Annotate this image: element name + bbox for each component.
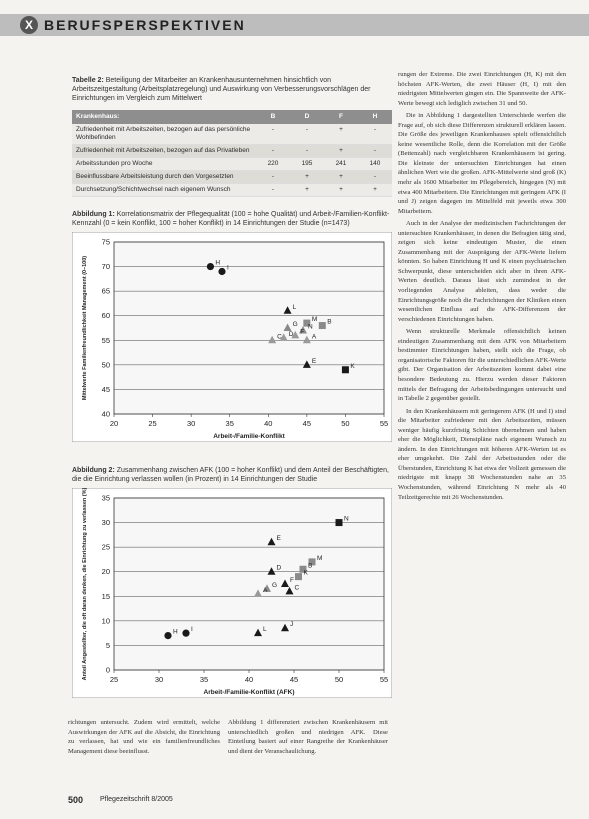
- data-label: I: [191, 626, 193, 634]
- data-point: [207, 263, 214, 270]
- data-label: C: [277, 333, 282, 341]
- table-cell: -: [256, 184, 290, 197]
- data-label: M: [311, 316, 318, 324]
- data-label: E: [276, 535, 281, 543]
- y-tick-label: 0: [105, 665, 110, 675]
- table-row: [72, 184, 392, 197]
- x-tick-label: 50: [341, 419, 350, 428]
- table-caption-text: Beteiligung der Mitarbeiter an Krankenhausunternehmen hinsichtlich von Arbeitszeitgestaltung (Arbeitsplatzregelung) und Auswirkung von Verbesserungsvorschlägen der Einrichtungen im Vergleich zum Mittelwert: [72, 77, 371, 102]
- table-header-cell: F: [324, 110, 358, 124]
- data-label: B: [308, 562, 313, 570]
- data-label: K: [303, 569, 308, 577]
- table-cell: -: [358, 171, 392, 184]
- x-tick-label: 55: [379, 675, 389, 684]
- table-cell: 195: [290, 158, 324, 171]
- paragraph: Abbildung 1 differenziert zwischen Krankenhäusern mit unterschiedlich großen und niedrigen AFK. Diese Einteilung basiert auf einer Rangreihe der Krankenhäuser und dient der Veranschaulichung.: [228, 719, 388, 755]
- y-tick-label: 35: [101, 493, 110, 503]
- x-tick-label: 30: [154, 675, 164, 684]
- table-cell: -: [256, 124, 290, 145]
- y-tick-label: 70: [101, 262, 110, 272]
- table-cell: -: [290, 145, 324, 158]
- data-label: I: [227, 264, 229, 272]
- data-label: N: [344, 515, 349, 523]
- figure2-label: Abbildung 2:: [72, 467, 115, 474]
- table-cell: +: [290, 171, 324, 184]
- x-tick-label: 55: [379, 419, 389, 428]
- y-tick-label: 40: [101, 409, 110, 419]
- x-tick-label: 20: [109, 419, 119, 428]
- data-label: B: [327, 318, 332, 326]
- data-point: [218, 268, 225, 275]
- table-header-cell: B: [256, 110, 290, 124]
- data-label: E: [311, 357, 317, 365]
- table-cell: +: [324, 124, 358, 145]
- figure1-caption: [72, 210, 392, 228]
- bottom-text-column-1: [68, 718, 220, 780]
- data-label: M: [317, 554, 323, 562]
- table-cell: -: [358, 145, 392, 158]
- x-axis-label: Arbeit-/Familie-Konflikt: [213, 433, 285, 440]
- table-header-cell: D: [290, 110, 324, 124]
- data-label: F: [290, 577, 294, 584]
- table-row: [72, 124, 392, 145]
- table-row: [72, 145, 392, 158]
- data-label: C: [294, 584, 300, 592]
- paragraph: Auch in der Analyse der medizinischen Fachrichtungen der untersuchten Krankenhäuser, in denen die Befragten tätig sind, zeigen sich keine eindeutigen Muster, die einen Zusammenhang mit der Ausprägung der AFK-Werte liefern könnten. So haben Einrichtung H und K einen psychiatrischen Schwerpunkt, diese unterscheiden sich aber in ihren AFK-Werten deutlich. Daraus lässt sich zumindest in der vorliegenden Analyse ableiten, dass weder die Einrichtungsgröße noch die Fachrichtungen der Kliniken einen wesentlichen Einfluss auf die AFK-Differenzen der verschiedenen Einrichtungen haben.: [398, 220, 566, 323]
- data-label: J: [290, 621, 294, 629]
- table-cell: -: [358, 124, 392, 145]
- section-logo-icon: X: [20, 16, 38, 34]
- y-tick-label: 65: [101, 286, 110, 296]
- y-tick-label: 20: [101, 567, 110, 577]
- table-label: Tabelle 2:: [72, 77, 104, 84]
- table-arbeitszeit: [72, 110, 392, 197]
- x-tick-label: 35: [199, 675, 209, 684]
- y-tick-label: 60: [101, 311, 110, 321]
- data-point: [295, 573, 302, 580]
- table-caption: [72, 76, 392, 103]
- table-cell: +: [324, 171, 358, 184]
- figure1-label: Abbildung 1:: [72, 211, 115, 218]
- figure2-caption-text: Zusammenhang zwischen AFK (100 = hoher Konflikt) und dem Anteil der Beschäftigten, die die Einrichtung verlassen wollen (in Prozent) in 14 Einrichtungen der Studie: [72, 467, 389, 483]
- y-tick-label: 30: [101, 518, 110, 528]
- x-tick-label: 45: [302, 419, 312, 428]
- figure2-caption: [72, 466, 392, 484]
- paragraph: In den Krankenhäusern mit geringerem AFK (H und I) sind die Mitarbeiter zufriedener mit den Arbeitszeiten, müssen weniger häufig kurzfristig Schichten übernehmen und haben eher die Möglichkeit, Dienstpläne nach eigenem Wunsch zu ändern. In den Einrichtungen mit höheren AFK-Werten ist es eher umgekehrt. Die Zahl der Arbeitsstunden oder die Überstunden, Einrichtung K hat etwa der Vollzeit gemessen die niedrigste mit knapp 38 Wochenstunden nahe an 35 Wochenstunden, während Einrichtung N mehr als 40 Teilzeitgerechte mit 26 Wochenstunden.: [398, 407, 566, 501]
- y-axis-label: Mittelwerte Familienfreundlichkeit Management (0–100): [82, 255, 88, 401]
- data-point: [164, 632, 171, 639]
- x-tick-label: 40: [244, 675, 254, 684]
- table-header-cell: H: [358, 110, 392, 124]
- x-tick-label: 35: [225, 419, 234, 428]
- y-tick-label: 45: [101, 384, 110, 394]
- y-tick-label: 10: [101, 616, 110, 626]
- table-cell: Durchsetzung/Schichtwechsel nach eigenem Wunsch: [72, 184, 256, 197]
- data-label: G: [292, 321, 298, 328]
- bottom-text-column-2: [228, 718, 388, 780]
- data-label: F: [300, 328, 305, 336]
- plot-area: [114, 498, 384, 670]
- x-axis-label: Arbeit-/Familie-Konflikt (AFK): [203, 689, 295, 696]
- data-label: L: [263, 626, 267, 634]
- y-axis-label: Anteil Angestellter, die oft daran denken, die Einrichtung zu verlassen (%): [82, 488, 88, 681]
- paragraph: Wenn strukturelle Merkmale offensichtlich keinen eindeutigen Zusammenhang mit dem AFK von Mitarbeitern bestimmter Einrichtungen haben, stellt sich die Frage, ob organisatorische Faktoren für die unterschiedlichen AFK-Werte gibt. Der Organisation der Arbeitszeiten kommt dabei eine besondere Bedeutung zu. Hierzu werden dieser Faktoren mittels der Befragung der Arbeitsbedingungen untersucht und in Tabelle 2 gegenüber gestellt.: [398, 328, 566, 403]
- data-label: H: [173, 628, 178, 636]
- table-cell: +: [324, 145, 358, 158]
- table-cell: 140: [358, 158, 392, 171]
- table-row: [72, 171, 392, 184]
- y-tick-label: 15: [101, 591, 110, 601]
- plot-area: [114, 242, 384, 414]
- data-label: N: [308, 323, 313, 331]
- data-point: [182, 630, 189, 637]
- data-label: D: [288, 330, 294, 338]
- data-point: [319, 322, 326, 329]
- table-cell: Arbeitsstunden pro Woche: [72, 158, 256, 171]
- scatter-chart-1: [72, 232, 392, 442]
- scatter-chart-2: [72, 488, 392, 698]
- table-cell: -: [256, 171, 290, 184]
- x-tick-label: 30: [186, 419, 196, 428]
- table-cell: +: [324, 184, 358, 197]
- y-tick-label: 75: [101, 237, 110, 247]
- y-tick-label: 25: [101, 542, 110, 552]
- paragraph: rungen der Extreme. Die zwei Einrichtungen (H, K) mit den höchsten AFK-Werten, die zwei Häuser (H, I) mit den niedrigsten Mittelwerten gingen ein. Die Spannweite der AFK-Werte bewegt sich lediglich zwischen 31 und 50.: [398, 71, 566, 107]
- table-cell: -: [290, 124, 324, 145]
- table-header-cell: Krankenhaus:: [72, 110, 256, 124]
- table-header-row: [72, 110, 392, 124]
- paragraph: richtungen untersucht. Zudem wird ermittelt, welche Auswirkungen der AFK auf die Absicht, die Einrichtung zu verlassen, hat und wie ein familienfreundliches Management diese beeinflusst.: [68, 719, 220, 755]
- y-tick-label: 55: [101, 335, 110, 345]
- table-cell: 241: [324, 158, 358, 171]
- data-label: H: [215, 259, 221, 267]
- data-label: A: [311, 333, 317, 341]
- data-label: L: [292, 303, 297, 311]
- table-cell: Zufriedenheit mit Arbeitszeiten, bezogen auf das Privatleben: [72, 145, 256, 158]
- data-label: G: [272, 581, 278, 589]
- y-tick-label: 5: [105, 640, 110, 650]
- x-tick-label: 25: [148, 419, 157, 428]
- paragraph: Die in Abbildung 1 dargestellten Unterschiede werfen die Frage auf, ob sich diese Differenzen strukturell erklären lassen. Die Größe des jeweiligen Krankenhauses spielt offensichtlich keine wesentliche Rolle, denn die Korrelation mit der Größe (Bettenzahl) nach vergleichbaren Krankenhäusern ist gering. Die kleinste der untersuchten Einrichtungen hat einen ähnlichen Wert wie die großen. AFK-Mittelwerte sind groß (K) mehr als 1600 Mitarbeiter im Pflegebereich, hingegen (N) mit etwa 400 Mitarbeitern. Die Einrichtungen mit geringem AFK (I und J) zeigen dagegen im Mittelfeld mit jeweils etwa 300 Mitarbeitern.: [398, 112, 566, 215]
- page-number: 500: [68, 795, 84, 805]
- x-tick-label: 25: [109, 675, 119, 684]
- table-cell: Beeinflussbare Arbeitsleistung durch den Vorgesetzten: [72, 171, 256, 184]
- figure1-caption-text: Korrelationsmatrix der Pflegequalität (100 = hohe Qualität) und Arbeit-/Familien-Konflikt-Kennzahl (0 = kein Konflikt, 100 = hoher Konflikt) in 14 Einrichtungen der Studie (n=1473): [72, 211, 390, 227]
- data-point: [336, 519, 343, 526]
- data-point: [342, 366, 349, 373]
- journal-source: Pflegezeitschrift 8/2005: [100, 796, 173, 803]
- table-cell: -: [256, 145, 290, 158]
- table-cell: +: [290, 184, 324, 197]
- data-label: D: [276, 564, 282, 572]
- data-label: K: [350, 362, 355, 370]
- x-tick-label: 50: [334, 675, 344, 684]
- table-cell: 220: [256, 158, 290, 171]
- x-tick-label: 40: [264, 419, 273, 428]
- x-tick-label: 45: [289, 675, 299, 684]
- section-title: BERUFSPERSPEKTIVEN: [44, 17, 246, 33]
- right-text-column: [398, 70, 566, 795]
- y-tick-label: 50: [101, 360, 110, 370]
- table-cell: +: [358, 184, 392, 197]
- table-row: [72, 158, 392, 171]
- data-label: A: [263, 586, 268, 594]
- table-cell: Zufriedenheit mit Arbeitszeiten, bezogen auf das persönliche Wohlbefinden: [72, 124, 256, 145]
